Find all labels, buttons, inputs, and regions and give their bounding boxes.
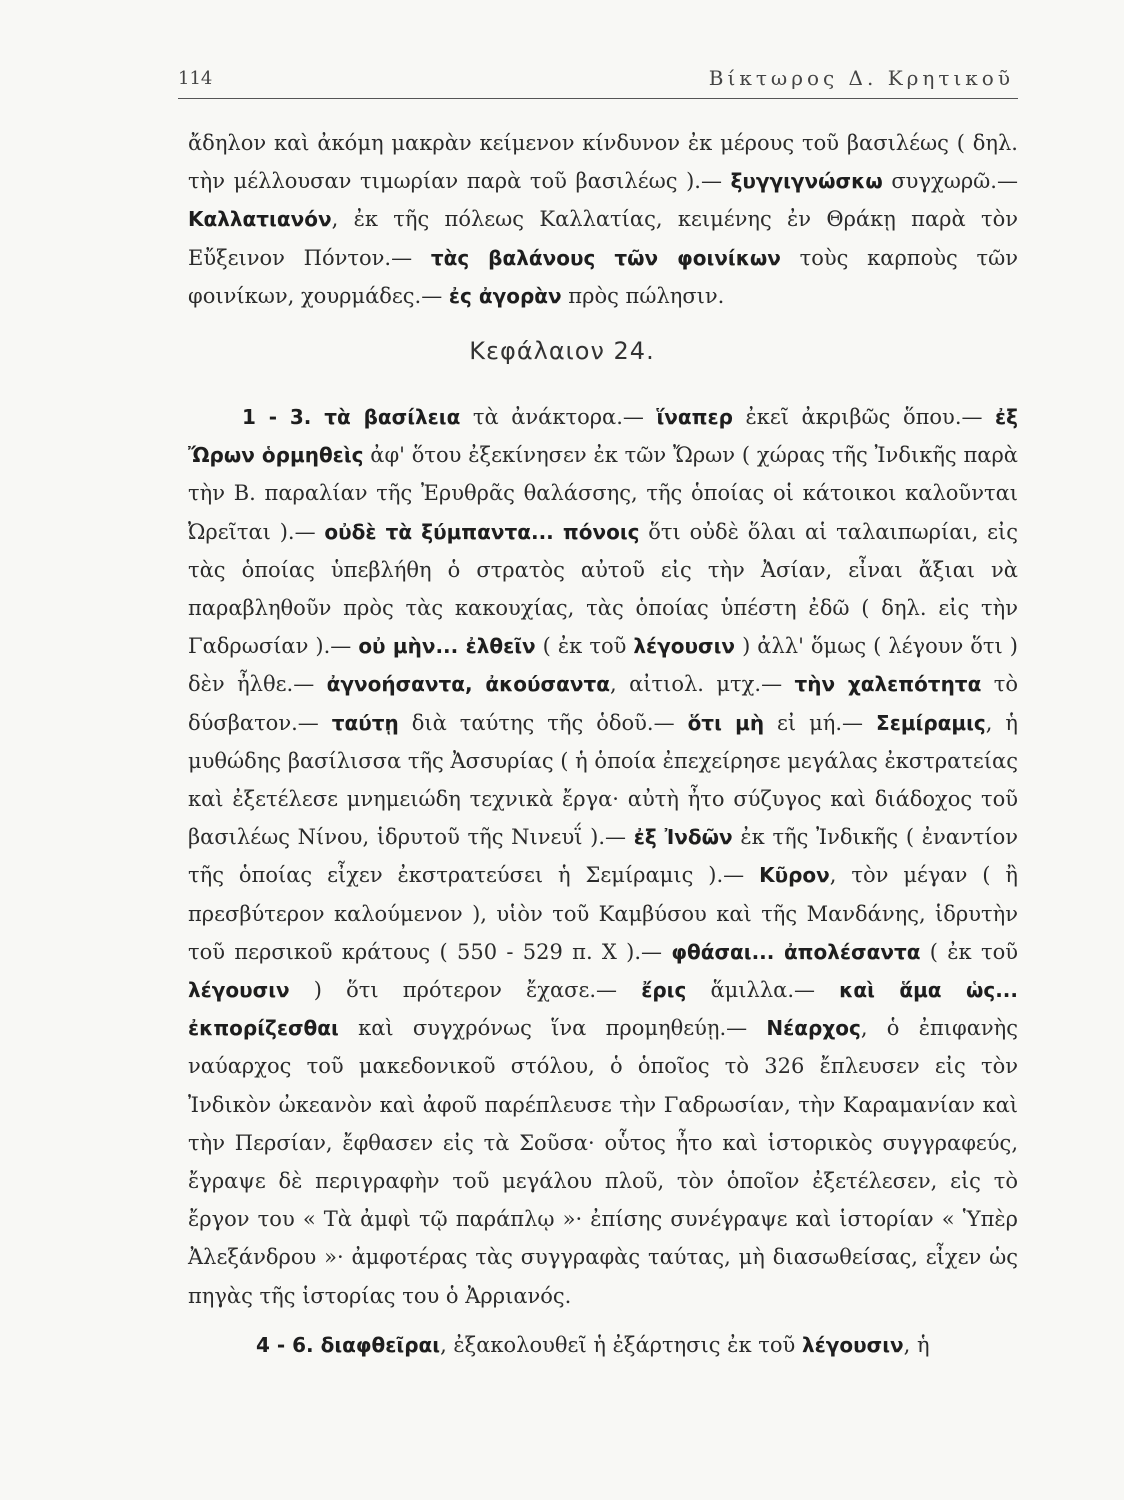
gloss-text: τὸ δύσβατον.— bbox=[188, 672, 1019, 735]
gloss-text: πρὸς πώλησιν. bbox=[561, 283, 725, 308]
bold-lemma: λέγουσιν bbox=[633, 634, 736, 659]
gloss-text: τοὺς καρποὺς τῶν φοινίκων, χουρμάδες.— bbox=[188, 245, 1018, 308]
gloss-text: , ἡ μυθώδης βασίλισσα τῆς Ἀσσυρίας ( ἡ ὁποία ἐπεχείρησε μεγάλας ἐκστρατείας καὶ ἐξετέλεσε μνημειώδη τεχνικὰ ἔργα· αὐτὴ ἦτο σύζυγος καὶ διάδοχος τοῦ βασιλέως Νίνου, ἱδρυτοῦ τῆς Νινευΐ ).— bbox=[188, 710, 1018, 850]
bold-lemma: καὶ ἅμα ὡς... ἐκπορίζεσθαι bbox=[188, 978, 1019, 1041]
bold-lemma: φθάσαι... ἀπολέσαντα bbox=[671, 939, 921, 964]
intro-paragraph bbox=[188, 124, 1018, 315]
page-header bbox=[178, 62, 1018, 99]
gloss-text: ) ἀλλ' ὅμως ( λέγουν ὅτι ) δὲν ἦλθε.— bbox=[188, 634, 1018, 697]
gloss-text: , τὸν μέγαν ( ἢ πρεσβύτερον καλούμενον ), υἱὸν τοῦ Καμβύσου καὶ τῆς Μανδάνης, ἱδρυτὴν τοῦ περσικοῦ κράτους ( 550 - 529 π. Χ ).— bbox=[188, 863, 1019, 964]
bold-lemma: οὐδὲ τὰ ξύμπαντα... πόνοις bbox=[324, 519, 640, 544]
bold-lemma: ἐξ Ἰνδῶν bbox=[633, 825, 733, 850]
gloss-text: , ἐκ τῆς πόλεως Καλλατίας, κειμένης ἐν Θράκῃ παρὰ τὸν Εὔξεινον Πόντον.— bbox=[188, 207, 1018, 270]
gloss-text: ὅτι οὐδὲ ὅλαι αἱ ταλαιπωρίαι, εἰς τὰς ὁποίας ὑπεβλήθη ὁ στρατὸς αὐτοῦ εἰς τὴν Ἀσίαν, εἶναι ἄξιαι νὰ παραβληθοῦν πρὸς τὰς κακουχίας, τὰς ὁποίας ὑπέστη ἐδῶ ( δηλ. εἰς τὴν Γαδρωσίαν ).— bbox=[188, 519, 1018, 659]
bold-lemma: τὴν χαλεπότητα bbox=[794, 672, 982, 697]
bold-lemma: ἔρις bbox=[641, 978, 687, 1003]
bold-lemma: ἀγνοήσαντα, ἀκούσαντα bbox=[326, 672, 610, 697]
gloss-text: τὰ ἀνάκτορα.— bbox=[460, 405, 657, 429]
bold-lemma: λέγουσιν bbox=[188, 978, 290, 1003]
commentary-section-1-3 bbox=[188, 398, 1018, 1315]
gloss-text: , ὁ ἐπιφανὴς ναύαρχος τοῦ μακεδονικοῦ στόλου, ὁ ὁποῖος τὸ 326 ἔπλευσεν εἰς τὸν Ἰνδικὸν ὠκεανὸν καὶ ἀφοῦ παρέπλευσε τὴν Γαδρωσίαν, τὴν Καραμανίαν καὶ τὴν Περσίαν, ἔφθασεν εἰς τὰ Σοῦσα· οὗτος ἦτο καὶ ἱστορικὸς συγγραφεύς, ἔγραψε δὲ περιγραφὴν τοῦ μεγάλου πλοῦ, τὸν ὁποῖον ἐξετέλεσεν, εἰς τὸ ἔργον του « Τὰ ἀμφὶ τῷ παράπλῳ »· ἐπίσης συνέγραψε καὶ ἱστορίαν « Ὑπὲρ Ἀλεξάνδρου »· ἀμφοτέρας τὰς συγγραφὰς ταύτας, μὴ διασωθείσας, εἶχεν ὡς πηγὰς τῆς ἱστορίας του ὁ Ἀρριανός. bbox=[188, 1016, 1018, 1308]
bold-lemma: 1 - 3. τὰ βασίλεια bbox=[242, 405, 461, 429]
gloss-text: καὶ συγχρόνως ἵνα προμηθεύῃ.— bbox=[338, 1016, 767, 1041]
commentary-section-4-6 bbox=[188, 1326, 1018, 1364]
gloss-text: εἰ μή.— bbox=[764, 710, 877, 735]
gloss-text: ἅμιλλα.— bbox=[686, 978, 840, 1003]
chapter-title: Κεφάλαιον 24. bbox=[469, 337, 655, 365]
bold-lemma: Καλλατιανόν bbox=[188, 207, 332, 232]
gloss-text: συγχωρῶ.— bbox=[882, 169, 1018, 194]
bold-lemma: 4 - 6. διαφθεῖραι bbox=[256, 1333, 441, 1357]
bold-lemma: ἐξ Ὤρων ὁρμηθεὶς bbox=[188, 405, 1018, 468]
gloss-text: ( ἐκ τοῦ bbox=[535, 634, 634, 659]
gloss-text: , ἐξακολουθεῖ ἡ ἐξάρτησις ἐκ τοῦ bbox=[440, 1333, 802, 1357]
bold-lemma: ἐς ἀγορὰν bbox=[448, 283, 562, 308]
bold-lemma: λέγουσιν bbox=[801, 1333, 904, 1357]
gloss-text: ἐκεῖ ἀκριβῶς ὅπου.— bbox=[732, 405, 996, 429]
bold-lemma: Κῦρον bbox=[759, 863, 830, 888]
gloss-text: ἀφ' ὅτου ἐξεκίνησεν ἐκ τῶν Ὤρων ( χώρας τῆς Ἰνδικῆς παρὰ τὴν Β. παραλίαν τῆς Ἐρυθρᾶς θαλάσσης, τῆς ὁποίας οἱ κάτοικοι καλοῦνται Ὠρεῖται ).— bbox=[188, 443, 1018, 544]
gloss-text: , αἰτιολ. μτχ.— bbox=[609, 672, 795, 697]
bold-lemma: ἵναπερ bbox=[656, 405, 733, 429]
bold-lemma: Σεμίραμις bbox=[876, 710, 986, 735]
bold-lemma: οὐ μὴν... ἐλθεῖν bbox=[358, 634, 536, 659]
gloss-text: ἄδηλον καὶ ἀκόμη μακρὰν κείμενον κίνδυνον ἐκ μέρους τοῦ βασιλέως ( δηλ. τὴν μέλλουσαν τιμωρίαν παρὰ τοῦ βασιλέως ).— bbox=[188, 131, 1018, 194]
bold-lemma: ξυγγιγνώσκω bbox=[730, 169, 883, 194]
gloss-text: ἐκ τῆς Ἰνδικῆς ( ἐναντίον τῆς ὁποίας εἶχεν ἐκστρατεύσει ἡ Σεμίραμις ).— bbox=[188, 825, 1019, 888]
bold-lemma: ταύτῃ bbox=[331, 710, 399, 735]
bold-lemma: τὰς βαλάνους τῶν φοινίκων bbox=[430, 245, 781, 270]
gloss-text: διὰ ταύτης τῆς ὁδοῦ.— bbox=[398, 710, 688, 735]
page-number: 114 bbox=[178, 68, 213, 89]
gloss-text: ( ἐκ τοῦ bbox=[920, 939, 1018, 964]
gloss-text: ) ὅτι πρότερον ἔχασε.— bbox=[289, 978, 642, 1003]
bold-lemma: Νέαρχος bbox=[766, 1016, 861, 1041]
gloss-text: , ἡ bbox=[903, 1333, 930, 1357]
running-head: Βίκτωρος Δ. Κρητικοῦ bbox=[708, 66, 1014, 90]
bold-lemma: ὅτι μὴ bbox=[687, 710, 765, 735]
